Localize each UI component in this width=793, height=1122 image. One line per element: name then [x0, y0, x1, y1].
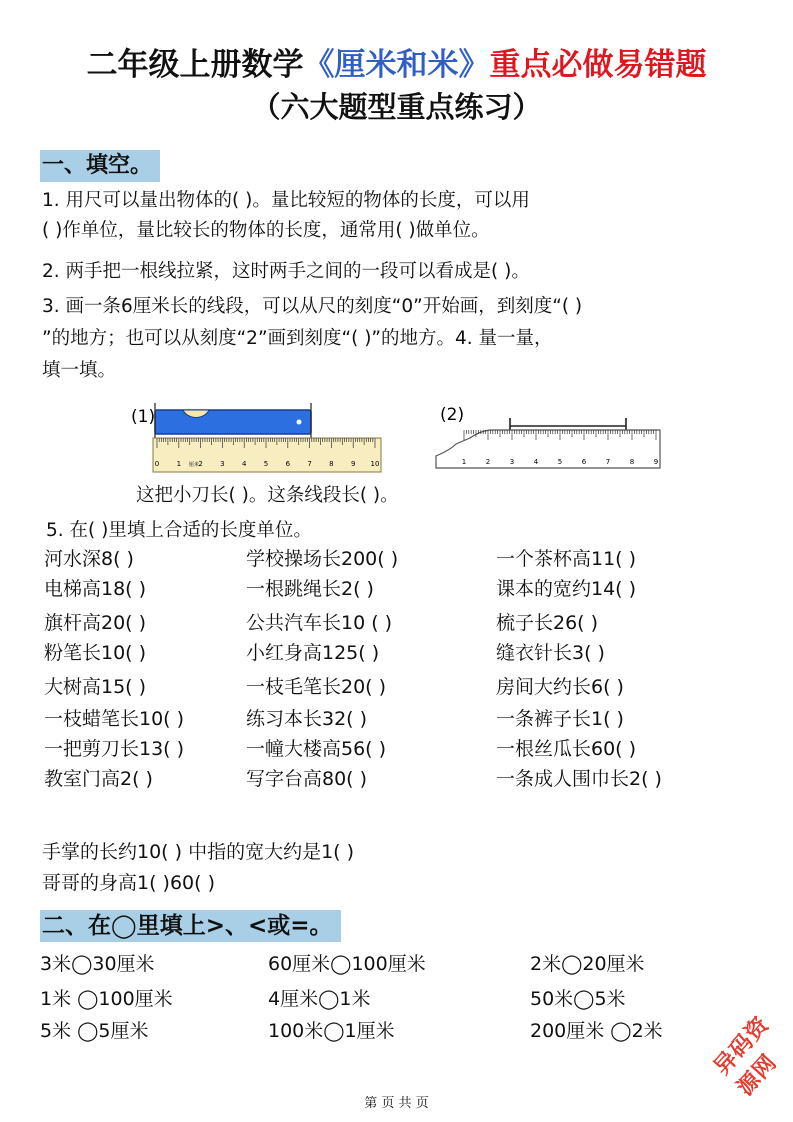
comparison-item: 200厘米 ◯2米 [530, 1020, 663, 1042]
q5-item: 梳子长26( ) [496, 612, 599, 634]
ruler-tick-label: 3 [220, 460, 225, 468]
q5-item: 写字台高80( ) [246, 768, 368, 790]
q5-item: 一条成人围巾长2( ) [496, 768, 662, 790]
q5-extra-2: 哥哥的身高1( )60( ) [42, 872, 215, 894]
q5-item: 大树高15( ) [44, 676, 147, 698]
comparison-item: 60厘米◯100厘米 [268, 953, 426, 975]
page-footer: 第 页 共 页 [364, 1096, 429, 1111]
q5-item: 旗杆高20( ) [44, 612, 147, 634]
q5-item: 小红身高125( ) [246, 642, 380, 664]
title-unit: 《厘米和米》 [303, 47, 490, 83]
q3-line3: 填一填。 [42, 360, 117, 381]
segment-ruler-figure [430, 398, 670, 474]
section1-heading: 一、填空。 [40, 150, 160, 182]
ruler-tick-label: 6 [285, 460, 291, 468]
q5-item: 房间大约长6( ) [496, 676, 624, 698]
ruler-tick-label: 10 [370, 460, 380, 468]
q5-item: 一根跳绳长2( ) [246, 578, 374, 600]
q5-extra-1: 手掌的长约10( ) 中指的宽大约是1( ) [42, 841, 355, 863]
ruler-tick-label: 9 [653, 458, 659, 466]
ruler-tick-label: 1 [176, 460, 182, 468]
q5-item: 河水深8( ) [44, 548, 134, 570]
title-prefix: 二年级上册数学 [86, 47, 304, 83]
comparison-item: 50米◯5米 [530, 988, 626, 1010]
q5-item: 一个茶杯高11( ) [496, 548, 637, 570]
ruler-tick-label: 3 [509, 458, 515, 466]
comparison-item: 2米◯20厘米 [530, 953, 645, 975]
ruler-tick-label: 2 [485, 458, 491, 466]
knife-blade [155, 410, 311, 434]
knife-dot [297, 420, 302, 425]
comparison-item: 5米 ◯5厘米 [40, 1020, 149, 1042]
section2-heading: 二、在◯里填上>、<或=。 [40, 910, 341, 942]
comparison-item: 1米 ◯100厘米 [40, 988, 173, 1010]
q5-item: 一把剪刀长13( ) [44, 738, 185, 760]
q5-item: 一根丝瓜长60( ) [496, 738, 637, 760]
q5-item: 教室门高2( ) [44, 768, 153, 790]
q5-heading: 5. 在( )里填上合适的长度单位。 [46, 520, 312, 541]
ruler-tick-label: 1 [461, 458, 467, 466]
ruler-tick-label: 9 [350, 460, 356, 468]
ruler-unit-label: 厘米 [189, 462, 200, 468]
q5-item: 一枝毛笔长20( ) [246, 676, 387, 698]
ruler-tick-label: 4 [533, 458, 539, 466]
q5-item: 课本的宽约14( ) [496, 578, 637, 600]
q1-line1: 1. 用尺可以量出物体的( )。量比较短的物体的长度，可以用 [42, 190, 530, 211]
watermark: 异码资源网 [709, 1012, 783, 1101]
comparison-item: 4厘米◯1米 [268, 988, 371, 1010]
q5-item: 电梯高18( ) [44, 578, 147, 600]
q3-line2: ”的地方；也可以从刻度“2”画到刻度“( )”的地方。4. 量一量， [42, 328, 553, 349]
q5-item: 一幢大楼高56( ) [246, 738, 387, 760]
ruler-tick-label: 4 [241, 460, 247, 468]
q5-item: 一枝蜡笔长10( ) [44, 708, 185, 730]
figure1-label: (1) [131, 407, 156, 427]
ruler-tick-label: 0 [154, 460, 160, 468]
q5-item: 一条裤子长1( ) [496, 708, 624, 730]
ruler-tick-label: 5 [557, 458, 563, 466]
ruler-tick-label: 6 [581, 458, 587, 466]
q5-item: 练习本长32( ) [246, 708, 368, 730]
ruler-tick-label: 5 [263, 460, 269, 468]
q5-item: 粉笔长10( ) [44, 642, 147, 664]
q2: 2. 两手把一根线拉紧，这时两手之间的一段可以看成是( )。 [42, 261, 530, 282]
knife-ruler-figure [125, 398, 387, 478]
q5-item: 公共汽车长10 ( ) [246, 612, 393, 634]
comparison-item: 100米◯1厘米 [268, 1020, 395, 1042]
figure2-label: (2) [440, 405, 465, 425]
comparison-item: 3米◯30厘米 [40, 953, 155, 975]
q4-answer: 这把小刀长( )。这条线段长( )。 [136, 485, 399, 506]
page-subtitle: （六大题型重点练习） [251, 90, 542, 124]
ruler-tick-label: 2 [198, 460, 203, 468]
ruler-tick-label: 8 [329, 460, 334, 468]
ruler-tick-label: 7 [605, 458, 611, 466]
page-title [0, 46, 793, 84]
ruler-tick-label: 7 [307, 460, 312, 468]
q5-item: 缝衣针长3( ) [496, 642, 605, 664]
title-suffix: 重点必做易错题 [489, 47, 707, 83]
q1-line2: ( )作单位，量比较长的物体的长度，通常用( )做单位。 [42, 220, 490, 241]
q3-line1: 3. 画一条6厘米长的线段，可以从尺的刻度“0”开始画，到刻度“( ) [42, 296, 583, 317]
ruler-tick-label: 8 [629, 458, 635, 466]
q5-item: 学校操场长200( ) [246, 548, 399, 570]
